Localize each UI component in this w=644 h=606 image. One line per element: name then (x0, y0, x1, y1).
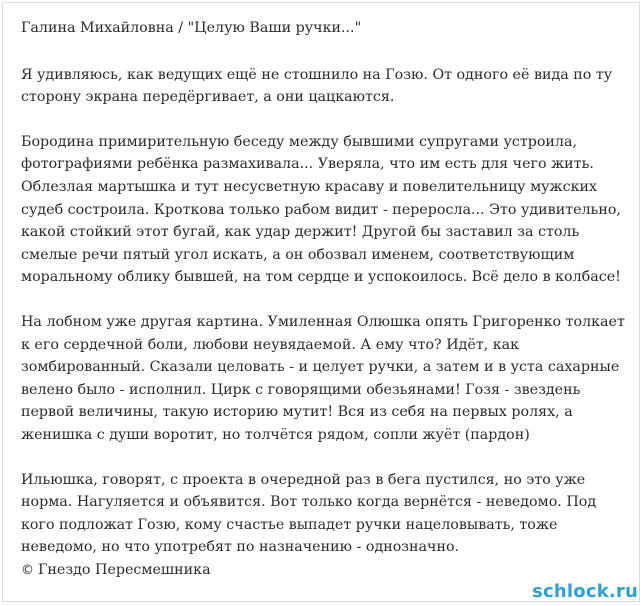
article-body (21, 17, 629, 582)
site-watermark: schlock.ru (532, 581, 638, 602)
paragraph-line: моральному облику бывшей, на том сердце и успокоилось. Всё дело в колбасе! (21, 269, 621, 286)
copyright-icon: © (21, 562, 34, 578)
paragraph-line: первой величины, такую историю мутит! Вся из себя на первых ролях, а (21, 404, 573, 421)
signature (21, 559, 629, 583)
paragraph-4 (21, 469, 629, 559)
paragraph-2 (21, 131, 629, 289)
paragraph-line: Бородина примирительную беседу между бывшими супругами устроила, (21, 133, 578, 150)
paragraph-line: велено было - исполнил. Цирк с говорящими обезьянами! Гозя - звездень (21, 381, 581, 398)
paragraph-line: кого подложат Гозю, кому счастье выпадет ручки нацеловывать, тоже (21, 516, 558, 533)
paragraph-line: норма. Нагуляется и объявится. Вот только когда вернётся - неведомо. Под (21, 494, 597, 511)
paragraph-line: женишка с души воротит, но толчётся рядом, сопли жуёт (пардон) (21, 426, 530, 443)
paragraph-line: к его сердечной боли, любови неувядаемой. А ему что? Идёт, как (21, 336, 520, 353)
paragraph-line: сторону экрана передёргивает, а они цацкаются. (21, 89, 395, 106)
paragraph-1 (21, 64, 629, 109)
paragraph-line: Облезлая мартышка и тут несусветную красаву и повелительницу мужских (21, 178, 598, 195)
article-title: Галина Михайловна / "Целую Ваши ручки..." (21, 20, 362, 36)
signature-text: Гнездо Пересмешника (38, 561, 211, 578)
paragraph-line: зомбированный. Сказали целовать - и целует ручки, а затем и в уста сахарные (21, 359, 620, 376)
paragraph-line: смелые речи пятый угол искать, а он обозвал именем, соответствующим (21, 246, 575, 263)
paragraph-line: На лобном уже другая картина. Умиленная Олюшка опять Григоренко толкает (21, 313, 625, 330)
paragraph-3 (21, 311, 629, 447)
paragraph-line: Ильюшка, говорят, с проекта в очередной раз в бега пустился, но это уже (21, 471, 586, 488)
article-frame (2, 2, 640, 602)
paragraph-line: какой стойкий этот бугай, как удар держит! Другой бы заставил за столь (21, 224, 580, 241)
paragraph-line: судеб состроила. Кроткова только рабом видит - переросла... Это удивительно, (21, 201, 621, 218)
paragraph-line: Я удивляюсь, как ведущих ещё не стошнило на Гозю. От одного её вида по ту (21, 66, 613, 83)
paragraph-line: фотографиями ребёнка размахивала... Уверяла, что им есть для чего жить. (21, 156, 594, 173)
paragraph-line: неведомо, но что употребят по назначению - однозначно. (21, 539, 460, 556)
